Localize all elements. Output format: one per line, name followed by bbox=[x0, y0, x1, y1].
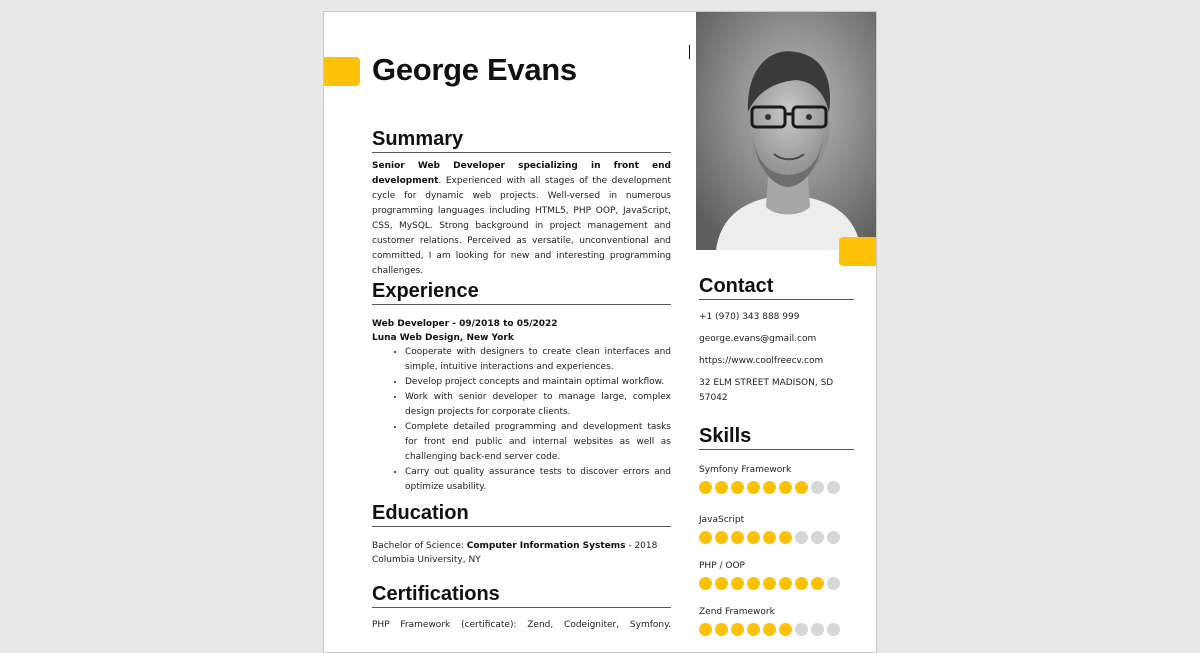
rating-dot-filled bbox=[747, 481, 760, 494]
rating-dot-filled bbox=[763, 531, 776, 544]
summary-lead: Senior Web Developer specializing in front end development bbox=[372, 161, 671, 186]
rating-dot-filled bbox=[779, 531, 792, 544]
skills-list bbox=[699, 464, 854, 636]
rating-dot-filled bbox=[699, 531, 712, 544]
skill-rating bbox=[699, 577, 854, 590]
photo-accent-bar bbox=[839, 237, 876, 266]
rating-dot-empty bbox=[827, 577, 840, 590]
experience-section bbox=[372, 280, 671, 495]
rating-dot-filled bbox=[699, 577, 712, 590]
rating-dot-empty bbox=[811, 531, 824, 544]
job-company: Luna Web Design, New York bbox=[372, 333, 514, 343]
skills-heading: Skills bbox=[699, 425, 854, 450]
profile-photo-image bbox=[696, 12, 876, 250]
rating-dot-filled bbox=[731, 481, 744, 494]
skill-row bbox=[699, 514, 854, 544]
contact-email: george.evans@gmail.com bbox=[699, 334, 817, 344]
rating-dot-empty bbox=[795, 531, 808, 544]
duty-item: • Complete detailed programming and development tasks for front end public and internal websites as well as challenging back-end server code. bbox=[405, 420, 671, 465]
rating-dot-filled bbox=[779, 481, 792, 494]
experience-heading: Experience bbox=[372, 280, 671, 305]
degree-label: Bachelor of Science: bbox=[372, 541, 467, 551]
skill-name: PHP / OOP bbox=[699, 561, 745, 571]
skill-row bbox=[699, 606, 854, 636]
summary-heading: Summary bbox=[372, 128, 671, 153]
duty-item: • Cooperate with designers to create clean interfaces and simple, intuitive interactions and experiences. bbox=[405, 345, 671, 375]
rating-dot-filled bbox=[747, 531, 760, 544]
contact-address: 32 ELM STREET MADISON, SD 57042 bbox=[699, 378, 834, 403]
rating-dot-filled bbox=[763, 481, 776, 494]
rating-dot-filled bbox=[795, 481, 808, 494]
duty-item: • Carry out quality assurance tests to discover errors and optimize usability. bbox=[405, 465, 671, 495]
degree-year: - 2018 bbox=[625, 541, 658, 551]
rating-dot-filled bbox=[795, 577, 808, 590]
certifications-heading: Certifications bbox=[372, 583, 671, 608]
skill-rating bbox=[699, 531, 854, 544]
certifications-text: PHP Framework (certificate): Zend, Codeigniter, Symfony. bbox=[372, 620, 671, 630]
education-entry bbox=[372, 539, 671, 567]
rating-dot-filled bbox=[731, 531, 744, 544]
rating-dot-empty bbox=[827, 481, 840, 494]
rating-dot-filled bbox=[731, 577, 744, 590]
skill-row bbox=[699, 464, 854, 494]
rating-dot-empty bbox=[811, 481, 824, 494]
degree-major: Computer Information Systems bbox=[466, 541, 626, 551]
skills-section bbox=[699, 425, 854, 636]
text-cursor bbox=[689, 45, 690, 59]
rating-dot-filled bbox=[779, 577, 792, 590]
skill-rating bbox=[699, 481, 854, 494]
job-entry bbox=[372, 317, 671, 495]
rating-dot-filled bbox=[715, 531, 728, 544]
duty-item: • Work with senior developer to manage large, complex design projects for corporate clients. bbox=[405, 390, 671, 420]
contact-website: https://www.coolfreecv.com bbox=[699, 356, 824, 366]
rating-dot-empty bbox=[827, 531, 840, 544]
skill-name: JavaScript bbox=[699, 515, 745, 525]
contact-heading: Contact bbox=[699, 275, 854, 300]
contact-section bbox=[699, 275, 854, 406]
rating-dot-filled bbox=[715, 577, 728, 590]
duty-item: • Develop project concepts and maintain optimal workflow. bbox=[405, 375, 671, 390]
rating-dot-filled bbox=[763, 577, 776, 590]
skill-name: Symfony Framework bbox=[699, 465, 792, 475]
certifications-section bbox=[372, 583, 671, 633]
skill-name: Zend Framework bbox=[699, 607, 775, 617]
summary-body: . Experienced with all stages of the development cycle for dynamic web projects. Well-versed in numerous programming languages including HTML5, PHP OOP, JavaScript, CSS, MySQL. Strong background in project management and customer relations. Perceived as versatile, unconventional and committed, I am looking for new and interesting programming challenges. bbox=[372, 176, 671, 276]
summary-section bbox=[372, 128, 671, 279]
candidate-name: George Evans bbox=[372, 52, 577, 87]
school-name: Columbia University, NY bbox=[372, 555, 481, 565]
job-title: Web Developer - 09/2018 to 05/2022 bbox=[372, 319, 558, 329]
rating-dot-filled bbox=[811, 577, 824, 590]
profile-photo bbox=[696, 12, 876, 250]
summary-text bbox=[372, 159, 671, 279]
skill-row bbox=[699, 560, 854, 590]
contact-phone: +1 (970) 343 888 999 bbox=[699, 312, 800, 322]
resume-page bbox=[323, 11, 877, 653]
rating-dot-filled bbox=[747, 577, 760, 590]
rating-dot-filled bbox=[715, 481, 728, 494]
job-duties bbox=[372, 345, 671, 495]
education-section bbox=[372, 502, 671, 567]
education-heading: Education bbox=[372, 502, 671, 527]
rating-dot-filled bbox=[699, 481, 712, 494]
name-accent-bar bbox=[324, 57, 360, 86]
